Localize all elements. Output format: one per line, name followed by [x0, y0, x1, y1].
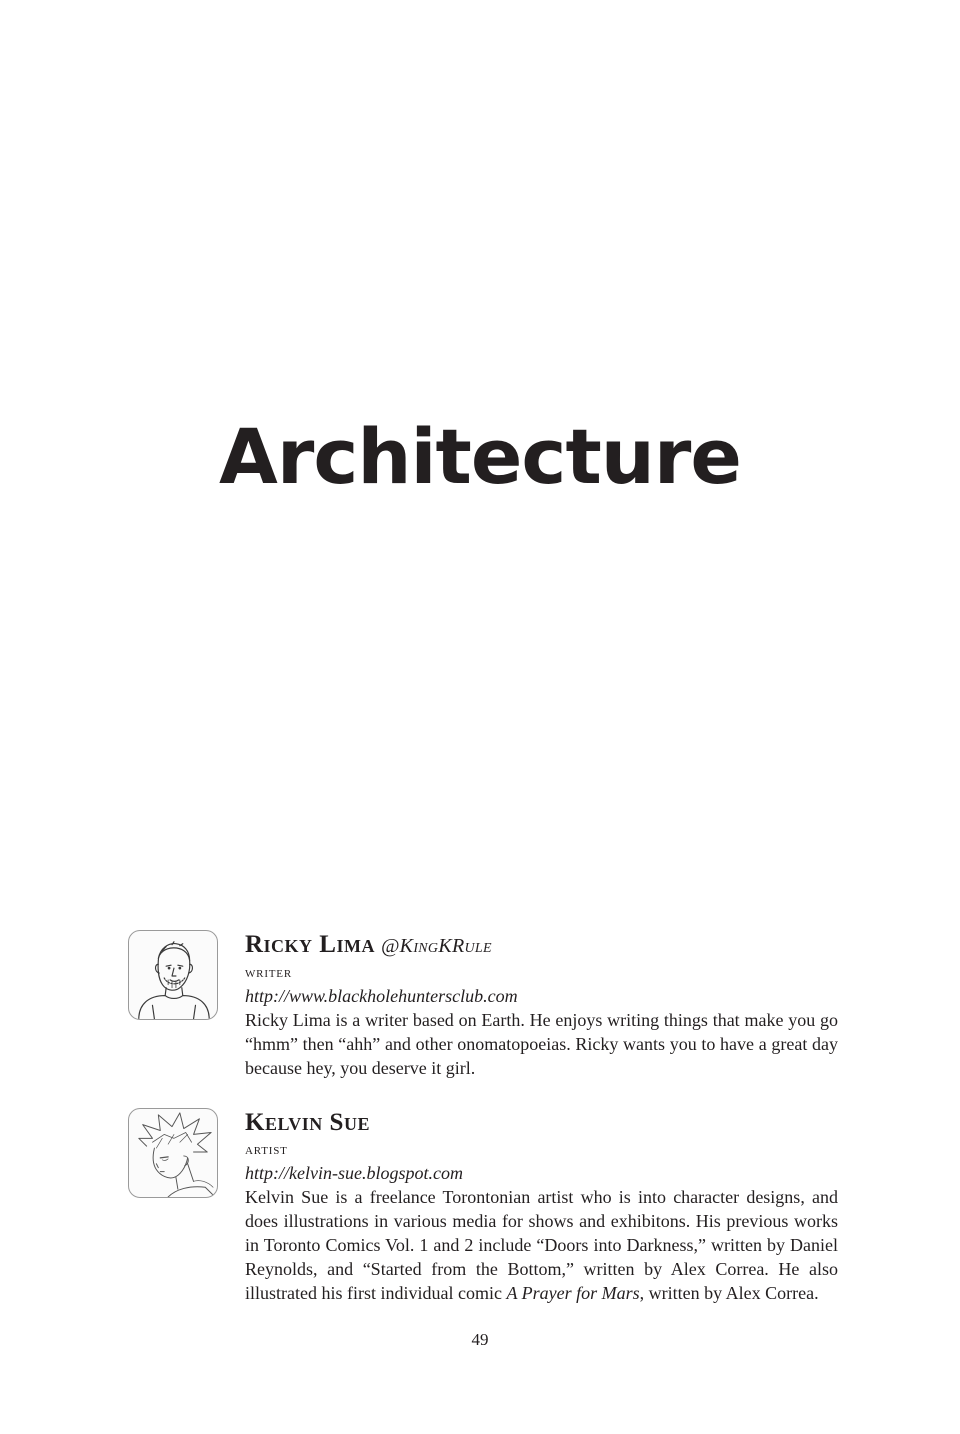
- contributor-name-line: [245, 930, 838, 961]
- contributor-role: artist: [245, 1142, 288, 1158]
- contributor-name: Kelvin Sue: [245, 1109, 370, 1136]
- comic-title: A Prayer for Mars: [506, 1283, 640, 1303]
- bearded-man-portrait-icon: [128, 930, 218, 1020]
- contributor-url[interactable]: http://www.blackholehuntersclub.com: [245, 986, 518, 1006]
- bio-text-before-title: Kelvin Sue is a freelance Torontonian artist who is into character designs, and does illustrations in various media for shows and exhibitons. His previous works in Toronto Comics Vol. 1 and 2 include “Doors into Darkness,” written by Daniel Reynolds, and “Started from the Bottom,” written by Alex Correa. He also illustrated his first individual comic: [245, 1187, 838, 1303]
- contributor-handle: @KingKRule: [380, 935, 492, 957]
- bio-text-after-title: , written by Alex Correa.: [639, 1283, 819, 1303]
- contributor-name-line: [245, 1108, 838, 1138]
- page-number: 49: [471, 1330, 489, 1349]
- spiky-hair-portrait-icon: [128, 1108, 218, 1198]
- contributor-description: Ricky Lima is a writer based on Earth. He enjoys writing things that make you go “hmm” then “ahh” and other onomatopoeias. Ricky wants you to have a great day because hey, you deserve it girl.: [245, 1010, 838, 1078]
- page-title: Architecture: [219, 411, 741, 501]
- contributor-role: writer: [245, 965, 292, 981]
- contributor-name: Ricky Lima: [245, 931, 375, 958]
- contributor-description: [245, 1185, 838, 1305]
- contributor-url[interactable]: http://kelvin-sue.blogspot.com: [245, 1163, 463, 1183]
